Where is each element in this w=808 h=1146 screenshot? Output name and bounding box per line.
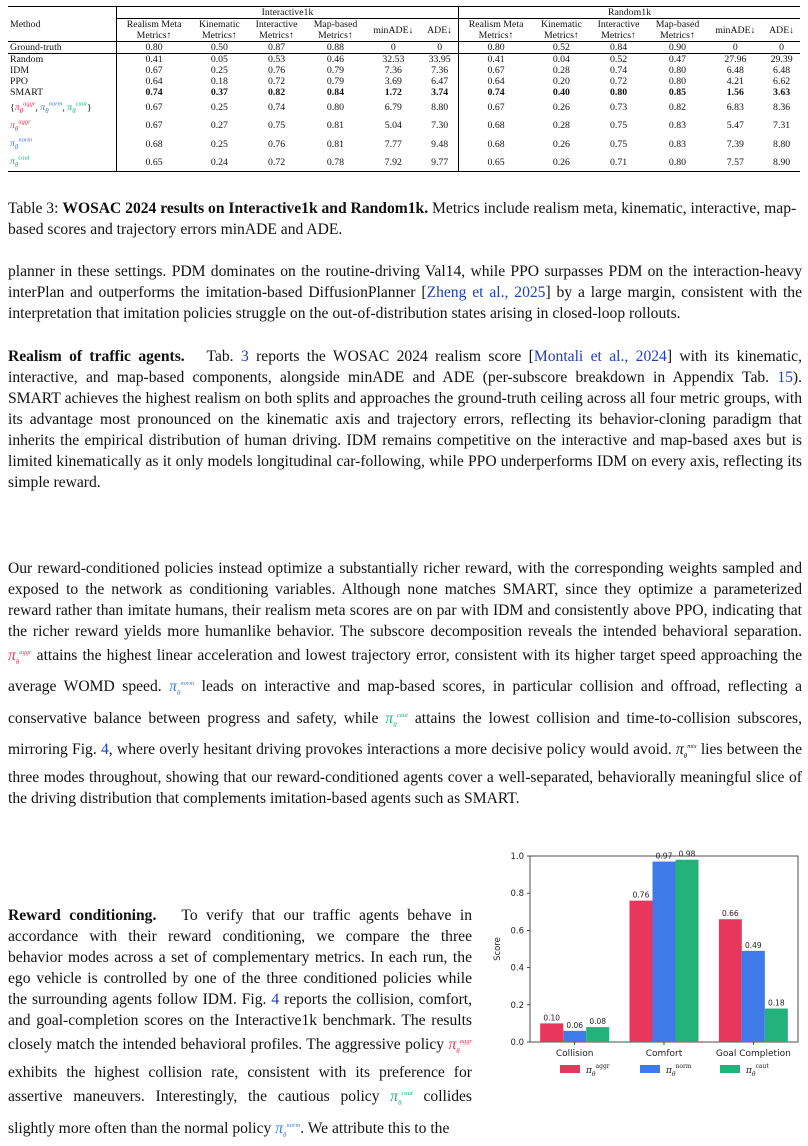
value-cell: 0.72 <box>248 153 306 172</box>
value-cell: 0.84 <box>590 42 648 54</box>
ref-figure-4[interactable]: 4 <box>100 741 109 759</box>
table-row <box>8 87 800 98</box>
random1k-header: Random1k <box>459 7 800 19</box>
value-cell: 0.68 <box>117 135 192 153</box>
data-label: 0.49 <box>744 940 762 950</box>
value-cell: 0.04 <box>552 54 570 65</box>
column-header: minADE↓ <box>365 19 421 42</box>
data-label: 0.66 <box>721 909 739 919</box>
pi-aggr-symbol-2: $\pi_\theta^{aggr}$ <box>448 1036 472 1056</box>
value-cell: 9.48 <box>431 138 449 150</box>
value-cell: 0.26 <box>533 153 590 172</box>
bar <box>586 1027 609 1042</box>
value-cell: 0.65 <box>117 153 192 172</box>
value-cell: 6.79 <box>384 102 402 114</box>
value-cell: 0.74 <box>117 87 192 98</box>
value-cell: 0.87 <box>248 42 306 54</box>
value-cell: 0.26 <box>552 138 570 150</box>
para4-text-d: collides slightly more often than the normal policy <box>8 1088 472 1137</box>
data-label: 0.10 <box>543 1013 561 1023</box>
value-cell: 0.67 <box>459 65 534 76</box>
value-cell: 6.47 <box>431 76 449 88</box>
ground-truth-row <box>8 42 800 54</box>
column-header: Kinematic Metrics↑ <box>191 19 248 42</box>
column-header: ADE↓ <box>421 19 458 42</box>
table-row <box>8 65 800 76</box>
para2-text-b: reports the WOSAC 2024 realism score [ <box>248 348 534 365</box>
interactive1k-header: Interactive1k <box>117 7 459 19</box>
legend-swatch <box>560 1065 580 1073</box>
value-cell: 0.67 <box>117 117 192 135</box>
para3-text-d: attains the lowest collision and time-to-collision subscores, mirroring Fig. <box>8 709 802 759</box>
reward-conditioning-chart <box>480 848 802 1098</box>
method-cell: PPO <box>10 76 28 88</box>
data-label: 0.06 <box>566 1020 584 1030</box>
table-row <box>8 54 800 66</box>
value-cell: 7.36 <box>384 65 402 77</box>
column-header-row <box>8 19 800 42</box>
bar <box>540 1023 563 1042</box>
value-cell: 0.74 <box>459 87 534 98</box>
value-cell: 8.90 <box>763 153 800 172</box>
table-row <box>8 76 800 87</box>
value-cell: 0.64 <box>117 76 192 87</box>
value-cell: 0.72 <box>267 76 286 88</box>
value-cell: 0.24 <box>191 153 248 172</box>
table-row <box>8 153 800 172</box>
value-cell: 0.79 <box>326 65 345 77</box>
method-cell: {$\pi_\theta^{aggr}$, $\pi_\theta^{norm}$, $\pi_\theta^{caut}$} <box>10 100 92 115</box>
bar <box>765 1009 788 1042</box>
value-cell: 0.41 <box>117 54 192 66</box>
value-cell: 0.85 <box>668 87 687 99</box>
value-cell: 6.48 <box>726 65 744 77</box>
value-cell: 0.80 <box>668 76 687 88</box>
value-cell: 0.41 <box>459 54 534 66</box>
legend-label: $\pi_\theta^{caut}$ <box>746 1063 769 1078</box>
y-axis-label: Score <box>493 937 503 961</box>
heading-realism: Realism of traffic agents. <box>8 348 185 365</box>
value-cell: 0.25 <box>210 102 228 114</box>
value-cell: 0.75 <box>609 138 628 150</box>
heading-reward-conditioning: Reward conditioning. <box>8 907 157 924</box>
value-cell: 6.48 <box>773 65 791 77</box>
column-header: Map-based Metrics↑ <box>648 19 708 42</box>
para1-text-a: planner in these settings. PDM dominates on the routine-driving Val14, while PPO surpasses PDM on the interaction-heavy interPlan and outperforms the imitation-based DiffusionPlanner [ <box>8 263 802 301</box>
method-cell: SMART <box>10 87 44 99</box>
data-label: 0.08 <box>589 1017 607 1027</box>
value-cell: 9.77 <box>421 153 458 172</box>
value-cell: 0.75 <box>609 120 628 132</box>
value-cell: 0.83 <box>668 138 687 150</box>
table-row <box>8 99 800 117</box>
value-cell: 6.62 <box>773 76 791 88</box>
method-cell: Random <box>10 54 44 65</box>
data-label: 0.18 <box>767 998 785 1008</box>
method-cell: $\pi_\theta^{norm}$ <box>10 137 33 152</box>
value-cell: 32.53 <box>382 54 405 65</box>
table-row <box>8 117 800 135</box>
para2-text-d: ). SMART achieves the highest realism on both splits and approaches the ground-truth ceiling across all four metric groups, with its advantage most pronounced on the kinematic axis and trajectory errors, reflecting its behavior-cloning paradigm that inherits the empirical distribution of human driving. IDM remains competitive on the interactive and map-based axes but is limited kinematically as it only models longitudinal car-following, while PPO underperforms IDM on every axis, reflecting its simple reward. <box>8 369 802 491</box>
value-cell: 7.30 <box>431 120 449 132</box>
para4-text-e: . We attribute this to the <box>300 1119 450 1137</box>
value-cell: 0.78 <box>306 153 366 172</box>
value-cell: 0.27 <box>210 120 228 132</box>
pi-caut-symbol-2: $\pi_\theta^{caut}$ <box>390 1088 413 1108</box>
value-cell: 0.80 <box>668 65 687 77</box>
y-tick-label: 0.2 <box>510 1000 524 1011</box>
value-cell: 0.75 <box>267 120 286 132</box>
caption-rest: Metrics include realism meta, kinematic, interactive, map-based scores and trajectory errors minADE and ADE. <box>8 200 797 238</box>
value-cell: 0.50 <box>191 42 248 54</box>
value-cell: 7.92 <box>365 153 421 172</box>
value-cell: 0.25 <box>210 65 228 77</box>
value-cell: 0.74 <box>609 65 628 77</box>
value-cell: 0.80 <box>326 102 345 114</box>
value-cell: 0 <box>763 42 800 54</box>
column-header: ADE↓ <box>763 19 800 42</box>
y-tick-label: 1.0 <box>510 852 524 862</box>
value-cell: 5.47 <box>726 120 744 132</box>
ref-table-3[interactable]: 3 <box>240 348 249 365</box>
value-cell: 0.20 <box>552 76 570 88</box>
value-cell: 0 <box>707 42 763 54</box>
legend-swatch <box>640 1065 660 1073</box>
value-cell: 0.47 <box>668 54 687 65</box>
value-cell: 5.04 <box>384 120 402 132</box>
value-cell: 7.31 <box>773 120 791 132</box>
paragraph-reward-policies <box>8 558 802 809</box>
value-cell: 0.82 <box>267 87 286 99</box>
pi-mix-symbol: $\pi_\theta^{mix}$ <box>675 741 697 761</box>
bar <box>563 1031 586 1042</box>
y-tick-label: 0.0 <box>510 1038 524 1048</box>
value-cell: 0.67 <box>459 99 534 117</box>
value-cell: 7.39 <box>726 138 744 150</box>
value-cell: 0.05 <box>210 54 228 65</box>
value-cell: 4.21 <box>726 76 744 88</box>
citation-montali[interactable]: Montali et al., 2024 <box>533 348 667 365</box>
value-cell: 0.40 <box>552 87 570 99</box>
para4-text-a: To verify that our traffic agents behave in accordance with their reward conditioning, we compare the three behavior modes across a set of complementary metrics. In each run, the ego vehicle is controlled by one of the three conditioned policies while the surrounding agents follow IDM. Fig. <box>8 907 472 1008</box>
value-cell: 7.57 <box>707 153 763 172</box>
value-cell: 0.80 <box>648 153 708 172</box>
data-label: 0.76 <box>632 890 650 900</box>
bar <box>676 860 699 1042</box>
y-tick-label: 0.4 <box>510 963 524 974</box>
para3-text-a: Our reward-conditioned policies instead optimize a substantially richer reward, with the corresponding weights sampled and exposed to the network as conditioning variables. Although none matches SMART, since they optimize a parameterized reward rather than imitate humans, their realism meta scores are on par with IDM and consistently above PPO, indicating that the richer reward yields more humanlike behavior. The subscore decomposition reveals the intended behavioral separation. <box>8 560 802 640</box>
para3-text-f: lies between the three modes throughout, showing that our reward-conditioned agents cover a well-separated, behaviorally meaningful slice of the driving distribution that complements imitation-based agents such as SMART. <box>8 741 802 808</box>
value-cell: 0.79 <box>326 76 345 88</box>
para2-text-c: ] with its kinematic, interactive, and map-based components, alongside minADE and ADE (per-subscore breakdown in Appendix Tab. <box>8 348 802 386</box>
value-cell: 0.26 <box>552 102 570 114</box>
pi-aggr-symbol: $\pi_\theta^{aggr}$ <box>8 647 32 667</box>
method-cell: Ground-truth <box>8 42 117 54</box>
table-body <box>8 54 800 172</box>
bar-chart-svg <box>480 848 802 1098</box>
paragraph-reward-conditioning <box>8 905 472 1146</box>
para3-text-b: attains the highest linear acceleration and lowest trajectory error, consistent with its higher target speed approaching the average WOMD speed. <box>8 647 802 696</box>
value-cell: 0.80 <box>117 42 192 54</box>
value-cell: 0.18 <box>210 76 228 88</box>
para3-text-c: leads on interactive and map-based scores, in particular collision and offroad, reflecting a conservative balance between progress and safety, while <box>8 678 802 727</box>
data-label: 0.98 <box>678 849 696 859</box>
value-cell: 0.84 <box>326 87 345 99</box>
value-cell: 8.36 <box>773 102 791 114</box>
value-cell: 29.39 <box>770 54 793 65</box>
para3-text-e: , where overly hesitant driving provokes interactions a more decisive policy would avoid. <box>108 741 676 759</box>
column-header: minADE↓ <box>707 19 763 42</box>
pi-caut-symbol: $\pi_\theta^{caut}$ <box>385 709 408 729</box>
value-cell: 27.96 <box>724 54 747 65</box>
value-cell: 1.56 <box>726 87 744 99</box>
value-cell: 1.72 <box>384 87 402 99</box>
para4-text-b: reports the collision, comfort, and goal-completion scores on the Interactive1k benchmark. The results closely match the intended behavioral profiles. The aggressive policy <box>8 991 472 1054</box>
bar <box>630 901 653 1042</box>
value-cell: 0.37 <box>210 87 228 99</box>
value-cell: 0.76 <box>267 65 286 77</box>
bar <box>719 919 742 1042</box>
value-cell: 0.80 <box>459 42 534 54</box>
para1-text-b: ] by a large margin, consistent with the interpretation that imitation policies struggle on the out-of-distribution states arising in closed-loop rollouts. <box>8 284 802 322</box>
legend-swatch <box>720 1065 740 1073</box>
value-cell: 0.73 <box>609 102 628 114</box>
paragraph-planner <box>8 261 802 324</box>
value-cell: 0.81 <box>326 138 345 150</box>
value-cell: 0.68 <box>459 117 534 135</box>
column-header: Interactive Metrics↑ <box>590 19 648 42</box>
value-cell: 0 <box>365 42 421 54</box>
bar <box>742 951 765 1042</box>
x-tick-label: Collision <box>555 1049 594 1059</box>
value-cell: 0.64 <box>459 76 534 87</box>
x-tick-label: Comfort <box>645 1049 683 1059</box>
value-cell: 0.25 <box>210 138 228 150</box>
y-tick-label: 0.8 <box>510 889 524 900</box>
results-table <box>8 6 800 172</box>
value-cell: 0.76 <box>267 138 286 150</box>
paragraph-realism <box>8 346 802 493</box>
value-cell: 0.83 <box>668 120 687 132</box>
column-header: Realism Meta Metrics↑ <box>117 19 192 42</box>
value-cell: 0.72 <box>609 76 628 88</box>
value-cell: 3.74 <box>431 87 449 99</box>
pi-norm-symbol-2: $\pi_\theta^{norm}$ <box>275 1119 301 1139</box>
y-tick-label: 0.6 <box>510 926 524 937</box>
column-header: Map-based Metrics↑ <box>306 19 366 42</box>
pi-norm-symbol: $\pi_\theta^{norm}$ <box>169 678 195 698</box>
value-cell: 0.52 <box>533 42 590 54</box>
value-cell: 0.67 <box>117 65 192 76</box>
value-cell: 33.95 <box>428 54 451 65</box>
value-cell: 8.80 <box>431 102 449 114</box>
table-caption <box>8 198 802 240</box>
data-label: 0.97 <box>655 851 673 861</box>
ref-table-15[interactable]: 15 <box>777 369 793 386</box>
value-cell: 7.36 <box>431 65 449 77</box>
method-cell: $\pi_\theta^{caut}$ <box>8 153 117 172</box>
legend-label: $\pi_\theta^{aggr}$ <box>586 1063 610 1078</box>
para4-text-c: exhibits the highest collision rate, consistent with its preference for assertive maneuvers. Interestingly, the cautious policy <box>8 1064 472 1106</box>
value-cell: 0.68 <box>459 135 534 153</box>
legend-label: $\pi_\theta^{norm}$ <box>666 1063 692 1078</box>
value-cell: 0.53 <box>267 54 286 65</box>
caption-label: Table 3: <box>8 200 59 217</box>
ref-figure-4b[interactable]: 4 <box>271 991 280 1008</box>
value-cell: 3.63 <box>773 87 791 99</box>
column-header: Kinematic Metrics↑ <box>533 19 590 42</box>
value-cell: 0 <box>421 42 458 54</box>
caption-bold: WOSAC 2024 results on Interactive1k and Random1k. <box>62 200 429 217</box>
column-header: Interactive Metrics↑ <box>248 19 306 42</box>
column-header: Realism Meta Metrics↑ <box>459 19 534 42</box>
value-cell: 0.28 <box>552 65 570 77</box>
value-cell: 3.69 <box>384 76 402 88</box>
value-cell: 0.80 <box>609 87 628 99</box>
table-row <box>8 135 800 153</box>
method-cell: $\pi_\theta^{aggr}$ <box>10 118 31 133</box>
value-cell: 0.90 <box>648 42 708 54</box>
value-cell: 0.46 <box>326 54 345 65</box>
value-cell: 0.67 <box>117 99 192 117</box>
value-cell: 0.28 <box>552 120 570 132</box>
method-cell: IDM <box>10 65 30 77</box>
bar <box>653 862 676 1042</box>
value-cell: 0.71 <box>590 153 648 172</box>
value-cell: 0.52 <box>609 54 628 65</box>
value-cell: 7.77 <box>384 138 402 150</box>
x-tick-label: Goal Completion <box>715 1049 791 1059</box>
value-cell: 0.65 <box>459 153 534 172</box>
value-cell: 6.83 <box>726 102 744 114</box>
value-cell: 8.80 <box>773 138 791 150</box>
citation-zheng[interactable]: Zheng et al., 2025 <box>426 284 546 301</box>
para2-text-a: Tab. <box>206 348 241 365</box>
method-header: Method <box>8 7 117 42</box>
value-cell: 0.81 <box>326 120 345 132</box>
value-cell: 0.82 <box>668 102 687 114</box>
value-cell: 0.74 <box>267 102 286 114</box>
value-cell: 0.88 <box>306 42 366 54</box>
